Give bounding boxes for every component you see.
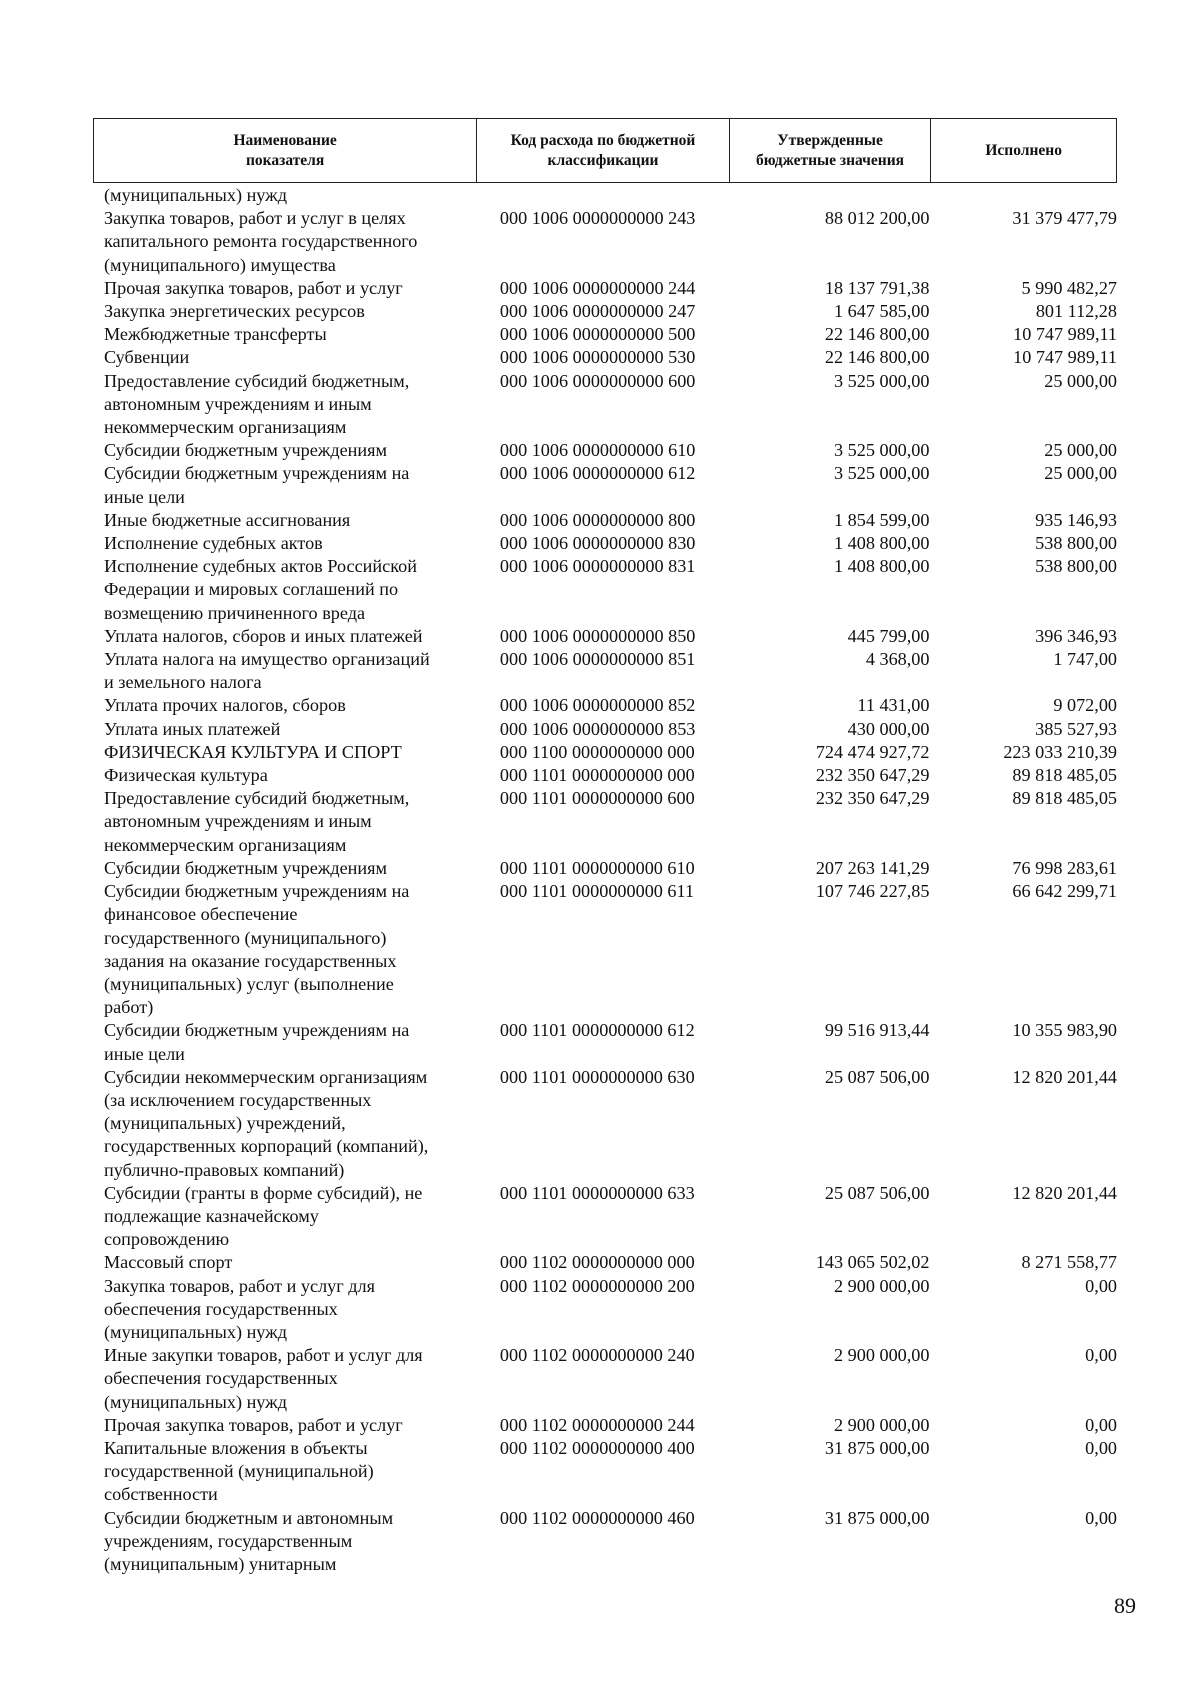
- row-name: Закупка товаров, работ и услуг для обеспечения государственных (муниципальных) нужд: [104, 1275, 375, 1342]
- row-approved-value: 22 146 800,00: [824, 347, 930, 368]
- row-code: 000 1102 0000000000 460: [499, 1507, 695, 1528]
- row-name: Субсидии (гранты в форме субсидий), не подлежащие казначейскому сопровождению: [104, 1182, 423, 1250]
- table-row: [93, 1344, 1117, 1414]
- row-name: Субсидии бюджетным учреждениям на иные цели: [104, 1020, 410, 1064]
- row-executed-value: 538 800,00: [1035, 533, 1117, 554]
- row-code: 000 1006 0000000000 852: [499, 695, 696, 716]
- row-executed-value: 935 146,93: [1035, 509, 1117, 530]
- row-approved-value: 445 799,00: [847, 625, 930, 646]
- row-name: Закупка энергетических ресурсов: [104, 301, 365, 322]
- row-name: Субвенции: [104, 347, 190, 368]
- header-name-column: [94, 119, 477, 182]
- row-approved-value: 107 746 227,85: [815, 881, 930, 902]
- row-code: 000 1006 0000000000 800: [499, 509, 696, 530]
- row-approved-value: 3 525 000,00: [834, 370, 930, 391]
- row-code: 000 1006 0000000000 600: [499, 370, 696, 391]
- row-approved-value: 4 368,00: [865, 649, 930, 670]
- row-executed-value: 76 998 283,61: [1012, 857, 1117, 878]
- row-code: 000 1102 0000000000 000: [499, 1252, 695, 1273]
- row-name: (муниципальных) нужд: [104, 185, 287, 205]
- row-name: Исполнение судебных актов: [104, 533, 323, 554]
- row-executed-value: 396 346,93: [1035, 625, 1117, 646]
- table-row: [93, 857, 1117, 880]
- row-approved-value: 31 875 000,00: [824, 1507, 930, 1528]
- table-row: [93, 462, 1117, 508]
- table-row: [93, 787, 1117, 857]
- row-executed-value: 66 642 299,71: [1012, 881, 1117, 902]
- row-executed-value: 25 000,00: [1044, 370, 1117, 391]
- row-code: 000 1006 0000000000 850: [499, 625, 696, 646]
- row-code: 000 1101 0000000000 610: [499, 857, 695, 878]
- row-code: 000 1006 0000000000 612: [499, 463, 696, 484]
- row-name: Уплата прочих налогов, сборов: [104, 695, 346, 716]
- row-code: 000 1006 0000000000 851: [499, 649, 696, 670]
- table-row: [93, 555, 1117, 625]
- row-executed-value: 10 355 983,90: [1012, 1020, 1117, 1041]
- row-name: Прочая закупка товаров, работ и услуг: [104, 277, 403, 298]
- row-approved-value: 25 087 506,00: [824, 1066, 930, 1087]
- table-row: [93, 1251, 1117, 1274]
- row-code: 000 1006 0000000000 500: [499, 324, 696, 345]
- table-row: [93, 439, 1117, 462]
- row-executed-value: 10 747 989,11: [1013, 347, 1117, 368]
- row-approved-value: [718, 184, 929, 207]
- row-code: 000 1101 0000000000 633: [499, 1182, 695, 1203]
- row-name: Субсидии бюджетным учреждениям: [104, 857, 388, 878]
- table-header: [93, 118, 1117, 183]
- row-name: Субсидии бюджетным учреждениям: [104, 440, 388, 461]
- row-approved-value: 724 474 927,72: [815, 741, 930, 762]
- header-name-label: Наименование показателя: [233, 131, 337, 169]
- row-approved-value: 3 525 000,00: [834, 440, 930, 461]
- row-approved-value: 31 875 000,00: [824, 1437, 930, 1458]
- row-code: 000 1006 0000000000 243: [499, 208, 696, 229]
- row-code: 000 1006 0000000000 244: [499, 277, 696, 298]
- row-executed-value: 12 820 201,44: [1012, 1066, 1117, 1087]
- row-name: Прочая закупка товаров, работ и услуг: [104, 1414, 403, 1435]
- row-name: Субсидии бюджетным учреждениям на финансовое обеспечение государственного (муниципального) задания на оказание государственных (муниципальных) услуг (выполнение работ): [104, 881, 410, 1018]
- row-executed-value: 31 379 477,79: [1012, 208, 1117, 229]
- row-name: Предоставление субсидий бюджетным, автономным учреждениям и иным некоммерческим организациям: [104, 370, 410, 438]
- row-executed-value: 12 820 201,44: [1012, 1182, 1117, 1203]
- row-executed-value: 801 112,28: [1035, 301, 1117, 322]
- row-code: [500, 184, 718, 207]
- table-row: [93, 184, 1117, 207]
- row-approved-value: 99 516 913,44: [824, 1020, 930, 1041]
- table-row: [93, 1066, 1117, 1182]
- row-executed-value: 0,00: [1085, 1275, 1117, 1296]
- table-row: [93, 1414, 1117, 1437]
- row-name: Исполнение судебных актов Российской Федерации и мировых соглашений по возмещению причиненного вреда: [104, 556, 417, 623]
- table-row: [93, 741, 1117, 764]
- row-code: 000 1102 0000000000 200: [499, 1275, 695, 1296]
- row-approved-value: 143 065 502,02: [815, 1252, 930, 1273]
- table-row: [93, 277, 1117, 300]
- row-name: Межбюджетные трансферты: [104, 324, 327, 345]
- row-code: 000 1101 0000000000 600: [499, 788, 695, 809]
- row-executed-value: 10 747 989,11: [1013, 324, 1117, 345]
- row-code: 000 1101 0000000000 630: [499, 1066, 695, 1087]
- row-code: 000 1006 0000000000 831: [499, 556, 696, 577]
- header-executed-column: [931, 119, 1116, 182]
- table-row: [93, 1275, 1117, 1345]
- table-row: [93, 1507, 1117, 1577]
- row-executed-value: [929, 184, 1117, 207]
- row-code: 000 1101 0000000000 000: [499, 765, 695, 786]
- row-name: Капитальные вложения в объекты государственной (муниципальной) собственности: [104, 1437, 374, 1505]
- table-body: [93, 184, 1117, 1576]
- row-name: Массовый спорт: [104, 1252, 233, 1273]
- table-row: [93, 346, 1117, 369]
- row-code: 000 1102 0000000000 240: [499, 1345, 695, 1366]
- row-code: 000 1102 0000000000 400: [499, 1437, 695, 1458]
- table-row: [93, 207, 1117, 277]
- row-name: Уплата налога на имущество организаций и земельного налога: [104, 649, 430, 693]
- row-name: Иные закупки товаров, работ и услуг для обеспечения государственных (муниципальных) нужд: [104, 1345, 423, 1412]
- row-name: Физическая культура: [104, 765, 268, 786]
- row-executed-value: 25 000,00: [1044, 440, 1117, 461]
- row-code: 000 1006 0000000000 530: [499, 347, 696, 368]
- row-executed-value: 25 000,00: [1044, 463, 1117, 484]
- row-approved-value: 1 647 585,00: [834, 301, 930, 322]
- table-row: [93, 1019, 1117, 1065]
- table-row: [93, 880, 1117, 1019]
- row-approved-value: 2 900 000,00: [834, 1345, 930, 1366]
- row-executed-value: 0,00: [1085, 1414, 1117, 1435]
- table-row: [93, 323, 1117, 346]
- row-code: 000 1006 0000000000 830: [499, 533, 696, 554]
- row-approved-value: 1 408 800,00: [834, 556, 930, 577]
- row-approved-value: 232 350 647,29: [815, 765, 930, 786]
- row-executed-value: 0,00: [1085, 1345, 1117, 1366]
- row-code: 000 1006 0000000000 853: [499, 718, 696, 739]
- row-approved-value: 2 900 000,00: [834, 1275, 930, 1296]
- header-approved-column: [730, 119, 932, 182]
- header-approved-label: Утвержденные бюджетные значения: [756, 131, 905, 169]
- header-code-label: Код расхода по бюджетной классификации: [510, 131, 696, 169]
- row-approved-value: 3 525 000,00: [834, 463, 930, 484]
- row-code: 000 1100 0000000000 000: [499, 741, 695, 762]
- table-row: [93, 300, 1117, 323]
- table-row: [93, 370, 1117, 440]
- row-approved-value: 430 000,00: [847, 718, 930, 739]
- row-executed-value: 223 033 210,39: [1003, 741, 1117, 762]
- row-approved-value: 22 146 800,00: [824, 324, 930, 345]
- row-code: 000 1102 0000000000 244: [499, 1414, 695, 1435]
- table-row: [93, 509, 1117, 532]
- row-name: Иные бюджетные ассигнования: [104, 509, 351, 530]
- row-name: Субсидии бюджетным учреждениям на иные цели: [104, 463, 410, 507]
- row-executed-value: 9 072,00: [1053, 695, 1117, 716]
- row-executed-value: 385 527,93: [1035, 718, 1117, 739]
- row-approved-value: 11 431,00: [857, 695, 930, 716]
- row-name: Субсидии бюджетным и автономным учреждениям, государственным (муниципальным) унитарным: [104, 1507, 394, 1574]
- row-executed-value: 89 818 485,05: [1012, 765, 1117, 786]
- row-executed-value: 5 990 482,27: [1021, 277, 1117, 298]
- row-approved-value: 1 854 599,00: [834, 509, 930, 530]
- header-executed-label: Исполнено: [985, 141, 1062, 159]
- row-code: 000 1101 0000000000 612: [499, 1020, 695, 1041]
- row-approved-value: 88 012 200,00: [824, 208, 930, 229]
- row-executed-value: 0,00: [1085, 1437, 1117, 1458]
- row-executed-value: 1 747,00: [1053, 649, 1117, 670]
- table-row: [93, 764, 1117, 787]
- row-approved-value: 18 137 791,38: [824, 277, 930, 298]
- row-name: Субсидии некоммерческим организациям (за исключением государственных (муниципальных) учреждений, государственных корпораций (компаний), публично-правовых компаний): [104, 1066, 429, 1180]
- table-row: [93, 1437, 1117, 1507]
- row-code: 000 1006 0000000000 247: [499, 301, 696, 322]
- page-number: 89: [1114, 1593, 1136, 1618]
- table-row: [93, 532, 1117, 555]
- row-code: 000 1101 0000000000 611: [499, 881, 695, 902]
- table-row: [93, 1182, 1117, 1252]
- row-executed-value: 89 818 485,05: [1012, 788, 1117, 809]
- table-row: [93, 718, 1117, 741]
- row-executed-value: 8 271 558,77: [1021, 1252, 1117, 1273]
- row-executed-value: 0,00: [1085, 1507, 1117, 1528]
- row-name: Закупка товаров, работ и услуг в целях капитального ремонта государственного (муниципального) имущества: [104, 208, 418, 275]
- table-row: [93, 625, 1117, 648]
- row-approved-value: 25 087 506,00: [824, 1182, 930, 1203]
- row-code: 000 1006 0000000000 610: [499, 440, 696, 461]
- row-executed-value: 538 800,00: [1035, 556, 1117, 577]
- row-name: Уплата иных платежей: [104, 718, 281, 739]
- row-approved-value: 207 263 141,29: [815, 857, 930, 878]
- row-approved-value: 232 350 647,29: [815, 788, 930, 809]
- header-code-column: [477, 119, 730, 182]
- table-row: [93, 648, 1117, 694]
- row-approved-value: 1 408 800,00: [834, 533, 930, 554]
- row-approved-value: 2 900 000,00: [834, 1414, 930, 1435]
- row-name: Уплата налогов, сборов и иных платежей: [104, 625, 423, 646]
- row-name: Предоставление субсидий бюджетным, автономным учреждениям и иным некоммерческим организациям: [104, 788, 410, 855]
- row-name: ФИЗИЧЕСКАЯ КУЛЬТУРА И СПОРТ: [104, 741, 402, 762]
- table-row: [93, 694, 1117, 717]
